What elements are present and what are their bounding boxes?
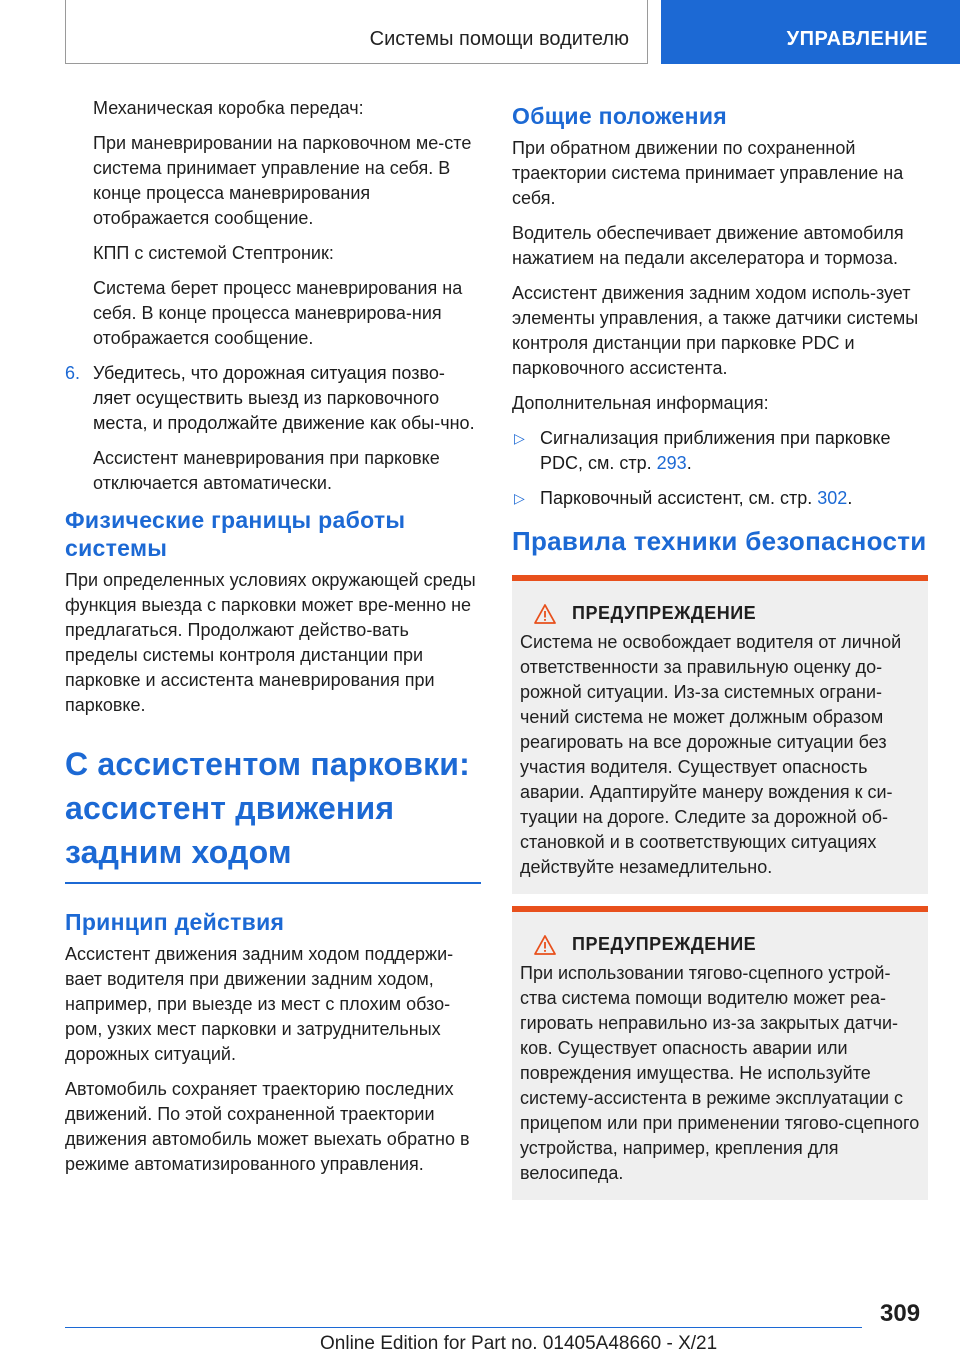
heading-rule	[65, 882, 481, 884]
heading-safety: Правила техники безопасности	[512, 526, 927, 556]
heading-general: Общие положения	[512, 103, 727, 129]
header-section-title: Системы помощи водителю	[369, 28, 629, 50]
general-text-3: Ассистент движения задним ходом исполь-зует элементы управления, а также датчики системы контроля дистанции при парковке PDC и парковочного ассистента.	[512, 283, 919, 378]
steptronic-text: Система берет процесс маневрирования на себя. В конце процесса маневрирова-ния отображается сообщение.	[93, 278, 463, 348]
heading-reversing-assistant: С ассистентом парковки: ассистент движения задним ходом	[65, 746, 471, 870]
general-text-1: При обратном движении по сохраненной траектории система принимает управление на себя.	[512, 138, 904, 208]
step-6-number: 6.	[65, 363, 81, 383]
page-number: 309	[880, 1300, 921, 1327]
step-6-text: Убедитесь, что дорожная ситуация позво-ляет осуществить выезд из парковочного места, и продолжайте движение как обы-чно.	[93, 363, 475, 433]
warning-triangle-icon	[534, 935, 556, 955]
footer-edition: Online Edition for Part no. 01405A48660 - X/21	[320, 1333, 718, 1354]
left-column	[65, 96, 481, 1187]
warning-header	[520, 934, 920, 955]
steptronic-label: КПП с системой Стептроник:	[93, 243, 334, 263]
page-link-293[interactable]: 293	[656, 453, 687, 473]
principle-text-1: Ассистент движения задним ходом поддержи-вает водителя при движении задним ходом, например, при выезде из мест с плохим обзо-ром, узких мест парковки и затруднительных дорожных ситуаций.	[65, 944, 454, 1064]
bullet-period: .	[686, 453, 692, 473]
warning-box-1	[512, 575, 928, 894]
warning-text: При использовании тягово-сцепного устрой-ства система помощи водителю может реа-гировать неправильно из-за закрытых датчи-ков. Существует опасность аварии или повреждения имущества. Не используйте систему-ассистента в режиме эксплуатации с прицепом или при применении тягово-сцепного устройства, например, крепления для велосипеда.	[520, 963, 920, 1183]
list-item	[512, 486, 928, 511]
warning-text: Система не освобождает водителя от личной ответственности за правильную оценку до-рожной ситуации. Из-за системных ограни-чений система не может должным образом реагировать на все дорожные ситуации без участия водителя. Существует опасность аварии. Адаптируйте манеру вождения к си-туации на дороге. Следите за дорожной об-становкой и в соответствующих ситуациях действуйте незамедлительно.	[520, 632, 902, 877]
assistant-off-text: Ассистент маневрирования при парковке отключается автоматически.	[93, 448, 440, 493]
manual-gearbox-label: Механическая коробка передач:	[93, 98, 364, 118]
bullet-text: Сигнализация приближения при парковке PDC, см. стр.	[540, 428, 891, 473]
principle-text-2: Автомобиль сохраняет траекторию последних движений. По этой сохраненной траектории движения автомобиль может выехать обратно в режиме автоматизированного управления.	[65, 1079, 470, 1174]
triangle-bullet-icon: ▷	[514, 430, 525, 446]
header-chapter-label: УПРАВЛЕНИЕ	[786, 28, 928, 50]
page-link-302[interactable]: 302	[817, 488, 848, 508]
general-text-2: Водитель обеспечивает движение автомобиля нажатием на педали акселератора и тормоза.	[512, 223, 904, 268]
bullet-period: .	[847, 488, 853, 508]
heading-system-limits: Физические границы работы системы	[65, 507, 406, 561]
additional-info-label: Дополнительная информация:	[512, 393, 769, 413]
warning-header	[520, 603, 920, 624]
bullet-text: Парковочный ассистент, см. стр.	[540, 488, 818, 508]
header-section-box	[65, 0, 648, 64]
right-column	[512, 96, 928, 1212]
step-6	[65, 361, 481, 436]
warning-box-2	[512, 906, 928, 1200]
list-item	[512, 426, 928, 476]
header-chapter-tab[interactable]	[661, 0, 960, 64]
warning-title: ПРЕДУПРЕЖДЕНИЕ	[572, 934, 757, 954]
warning-triangle-icon	[534, 604, 556, 624]
heading-principle: Принцип действия	[65, 909, 285, 935]
footer-rule	[65, 1327, 862, 1328]
warning-title: ПРЕДУПРЕЖДЕНИЕ	[572, 603, 757, 623]
triangle-bullet-icon: ▷	[514, 490, 525, 506]
system-limits-text: При определенных условиях окружающей среды функция выезда с парковки может вре-менно не предлагаться. Продолжают действо-вать пределы системы контроля дистанции при парковке и ассистента маневрирования при парковке.	[65, 570, 476, 715]
manual-gearbox-text: При маневрировании на парковочном ме-сте система принимает управление на себя. В конце процесса маневрирования отображается сообщение.	[93, 133, 472, 228]
